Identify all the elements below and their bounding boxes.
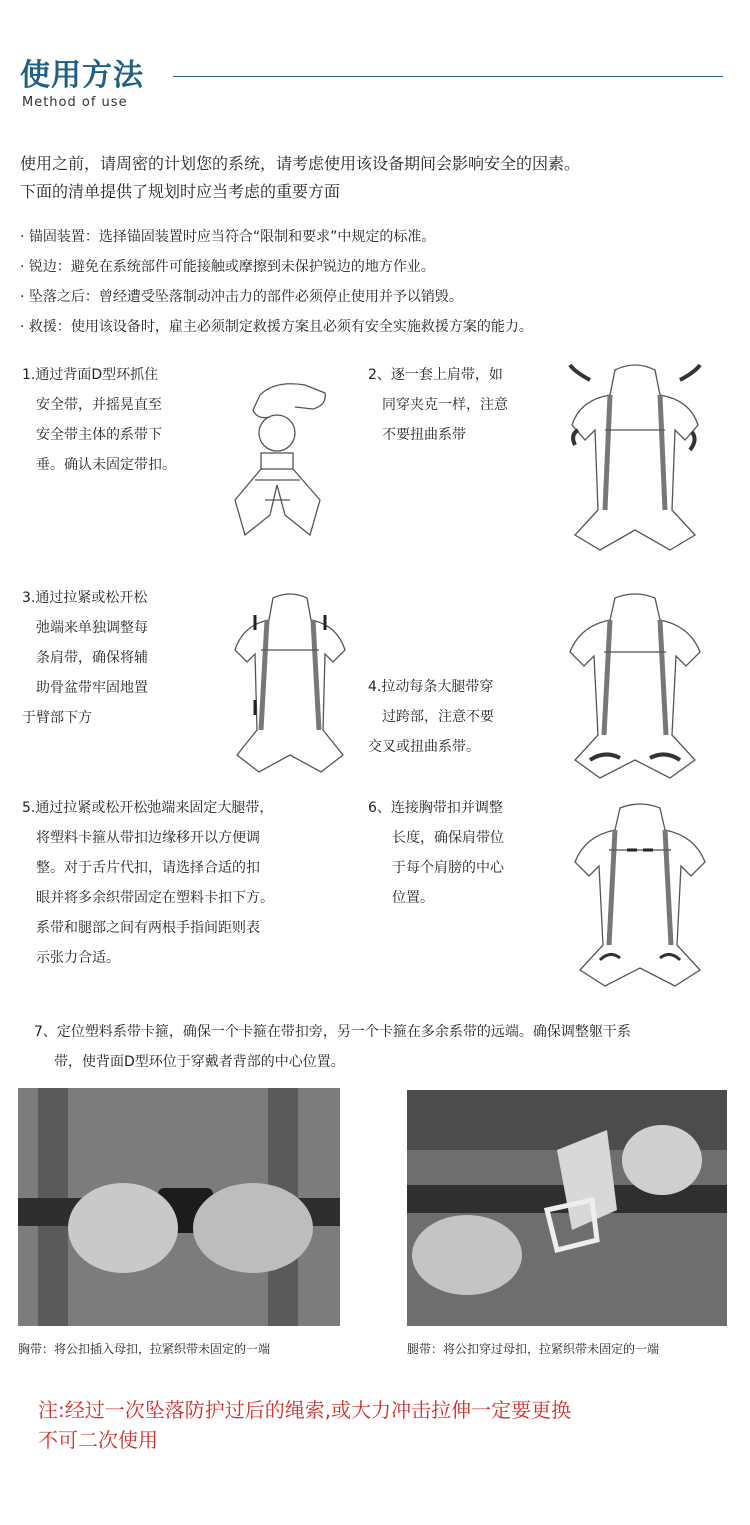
intro-paragraph [20, 150, 740, 206]
step-line: 助骨盆带牢固地置 [36, 680, 148, 696]
list-item: · 锐边：避免在系统部件可能接触或摩擦到未保护锐边的地方作业。 [20, 259, 435, 275]
step-6-illustration [565, 800, 715, 990]
step-line: 安全带，并摇晃直至 [36, 397, 162, 413]
step-7-text [34, 1017, 631, 1077]
step-line: 5.通过拉紧或松开松弛端来固定大腿带， [22, 800, 274, 816]
step-line: 2、逐一套上肩带，如 [368, 367, 503, 383]
warning-line-2: 不可二次使用 [38, 1428, 158, 1452]
page-title: 使用方法 [20, 58, 144, 93]
intro-line-1: 使用之前，请周密的计划您的系统，请考虑使用该设备期间会影响安全的因素。 [20, 154, 581, 173]
step-3-text [22, 583, 148, 733]
step-line: 眼并将多余织带固定在塑料卡扣下方。 [36, 890, 274, 906]
step-line: 于臂部下方 [22, 710, 92, 726]
step-line: 示张力合适。 [36, 950, 120, 966]
step-line: 7、定位塑料系带卡箍，确保一个卡箍在带扣旁，另一个卡箍在多余系带的远端。确保调整躯干系 [34, 1024, 631, 1040]
step-line: 长度，确保肩带位 [392, 830, 504, 846]
step-line: 于每个肩膀的中心 [392, 860, 504, 876]
step-2-illustration [560, 360, 710, 560]
step-line: 将塑料卡箍从带扣边缘移开以方便调 [36, 830, 260, 846]
warning-note [38, 1395, 571, 1455]
step-4-text [368, 672, 494, 762]
step-line: 1.通过背面D型环抓住 [22, 367, 159, 383]
step-line: 带，使背面D型环位于穿戴者背部的中心位置。 [54, 1054, 345, 1070]
step-4-illustration [560, 590, 710, 785]
title-divider [173, 76, 723, 77]
warning-line-1: 注:经过一次坠落防护过后的绳索,或大力冲击拉伸一定要更换 [38, 1398, 572, 1422]
leg-strap-photo [407, 1090, 727, 1326]
step-1-text [22, 360, 176, 480]
step-line: 系带和腿部之间有两根手指间距则表 [36, 920, 260, 936]
step-2-text [368, 360, 508, 450]
page-subtitle: Method of use [22, 95, 128, 110]
step-6-text [368, 793, 504, 913]
step-line: 条肩带，确保将辅 [36, 650, 148, 666]
step-line: 4.拉动每条大腿带穿 [368, 679, 494, 695]
chest-strap-photo [18, 1088, 340, 1326]
leg-strap-caption: 腿带：将公扣穿过母扣，拉紧织带未固定的一端 [407, 1342, 660, 1356]
step-line: 位置。 [392, 890, 434, 906]
step-line: 安全带主体的系带下 [36, 427, 162, 443]
step-line: 6、连接胸带扣并调整 [368, 800, 503, 816]
list-item: · 锚固装置：选择锚固装置时应当符合“限制和要求”中规定的标准。 [20, 229, 436, 245]
step-line: 过跨部，注意不要 [382, 709, 494, 725]
step-line: 弛端来单独调整每 [36, 620, 148, 636]
intro-line-2: 下面的清单提供了规划时应当考虑的重要方面 [20, 182, 341, 201]
list-item: · 救援：使用该设备时，雇主必须制定救援方案且必须有安全实施救援方案的能力。 [20, 319, 533, 335]
chest-strap-caption: 胸带：将公扣插入母扣，拉紧织带未固定的一端 [18, 1342, 271, 1356]
step-line: 交叉或扭曲系带。 [368, 739, 480, 755]
step-line: 3.通过拉紧或松开松 [22, 590, 148, 606]
step-1-illustration [215, 375, 345, 550]
considerations-list [20, 222, 740, 342]
list-item: · 坠落之后：曾经遭受坠落制动冲击力的部件必须停止使用并予以销毁。 [20, 289, 463, 305]
step-line: 不要扭曲系带 [382, 427, 466, 443]
step-line: 垂。确认未固定带扣。 [36, 457, 176, 473]
step-line: 整。对于舌片代扣，请选择合适的扣 [36, 860, 260, 876]
step-5-text [22, 793, 274, 973]
step-3-illustration [225, 590, 355, 780]
step-line: 同穿夹克一样，注意 [382, 397, 508, 413]
